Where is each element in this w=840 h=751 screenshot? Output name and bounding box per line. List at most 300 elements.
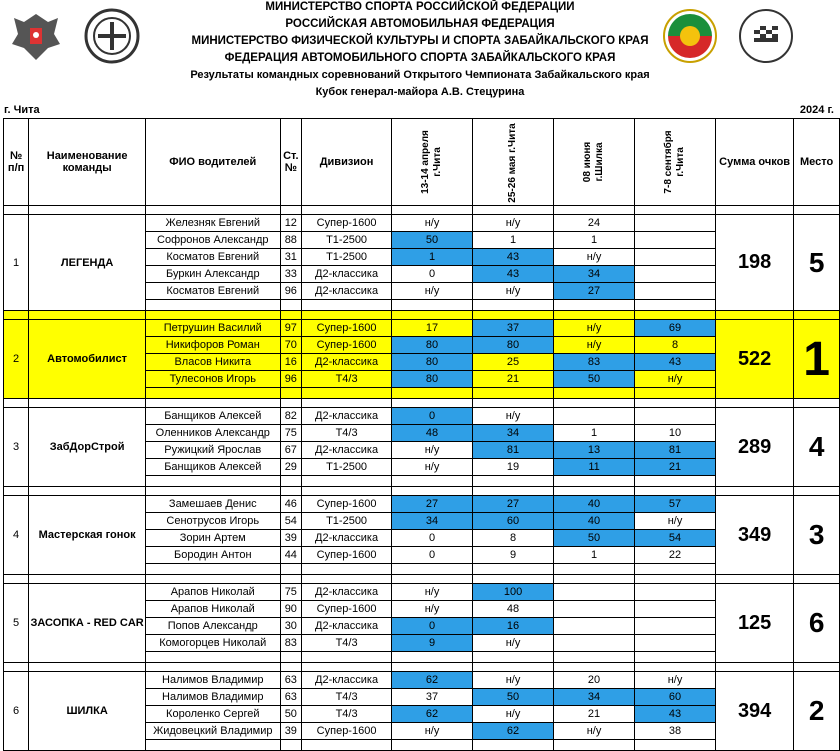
stage4-points: [635, 408, 716, 425]
stage2-points: 1: [473, 232, 554, 249]
driver-name: Жидовецкий Владимир: [146, 723, 281, 740]
spacer-cell: [473, 206, 554, 215]
spacer-cell: [716, 663, 794, 672]
team-number: 2: [4, 320, 29, 399]
header-line-1: МИНИСТЕРСТВО СПОРТА РОССИЙСКОЙ ФЕДЕРАЦИИ: [265, 1, 575, 13]
team-sum: 394: [716, 672, 794, 751]
spacer-cell: [473, 575, 554, 584]
stage1-points: н/у: [392, 584, 473, 601]
stage1-points: 0: [392, 530, 473, 547]
stage4-points: [635, 215, 716, 232]
empty-cell: [280, 300, 302, 311]
division: Супер-1600: [302, 601, 392, 618]
spacer-cell: [392, 575, 473, 584]
empty-cell: [392, 476, 473, 487]
stage1-points: 62: [392, 672, 473, 689]
stage2-points: 25: [473, 354, 554, 371]
team-number: 3: [4, 408, 29, 487]
stage1-points: н/у: [392, 215, 473, 232]
empty-cell: [554, 388, 635, 399]
empty-cell: [280, 388, 302, 399]
spacer-cell: [554, 399, 635, 408]
empty-cell: [635, 476, 716, 487]
stage1-points: н/у: [392, 601, 473, 618]
start-number: 16: [280, 354, 302, 371]
division: Т1-2500: [302, 232, 392, 249]
driver-name: Короленко Сергей: [146, 706, 281, 723]
col-sum-header: Сумма очков: [716, 119, 794, 206]
stage3-points: 1: [554, 425, 635, 442]
spacer-cell: [794, 399, 840, 408]
stage3-points: 40: [554, 513, 635, 530]
stage1-points: 48: [392, 425, 473, 442]
stage4-points: 38: [635, 723, 716, 740]
spacer-cell: [794, 663, 840, 672]
driver-name: Ружицкий Ярослав: [146, 442, 281, 459]
spacer-cell: [635, 399, 716, 408]
start-number: 44: [280, 547, 302, 564]
team-place: 1: [794, 320, 840, 399]
spacer-cell: [29, 311, 146, 320]
driver-name: Власов Никита: [146, 354, 281, 371]
empty-cell: [302, 740, 392, 751]
stage4-points: н/у: [635, 672, 716, 689]
spacer-cell: [29, 206, 146, 215]
spacer-cell: [280, 206, 302, 215]
driver-name: Сенотрусов Игорь: [146, 513, 281, 530]
stage3-points: 50: [554, 530, 635, 547]
group-spacer-row: [4, 311, 840, 320]
stage3-points: 40: [554, 496, 635, 513]
driver-name: Арапов Николай: [146, 584, 281, 601]
spacer-cell: [635, 663, 716, 672]
start-number: 54: [280, 513, 302, 530]
stage2-points: н/у: [473, 215, 554, 232]
stage3-points: 11: [554, 459, 635, 476]
empty-cell: [635, 300, 716, 311]
empty-cell: [392, 300, 473, 311]
start-number: 75: [280, 425, 302, 442]
stage2-points: 8: [473, 530, 554, 547]
header-line-5: Результаты командных соревнований Открытого Чемпионата Забайкальского края: [190, 69, 650, 81]
stage1-points: 0: [392, 618, 473, 635]
stage1-points: 62: [392, 706, 473, 723]
empty-cell: [554, 476, 635, 487]
stage2-points: н/у: [473, 408, 554, 425]
spacer-cell: [146, 487, 281, 496]
stage2-points: 16: [473, 618, 554, 635]
stage3-points: [554, 635, 635, 652]
spacer-cell: [146, 311, 281, 320]
team-name: ЗАСОПКА - RED CAR: [29, 584, 146, 663]
stage2-points: н/у: [473, 706, 554, 723]
driver-name: Косматов Евгений: [146, 283, 281, 300]
stage1-points: 80: [392, 337, 473, 354]
stage2-points: н/у: [473, 672, 554, 689]
spacer-cell: [302, 399, 392, 408]
driver-name: Комогорцев Николай: [146, 635, 281, 652]
table-header-row: [4, 119, 840, 206]
start-number: 97: [280, 320, 302, 337]
empty-cell: [392, 740, 473, 751]
empty-cell: [302, 652, 392, 663]
division: Д2-классика: [302, 672, 392, 689]
empty-cell: [146, 388, 281, 399]
empty-cell: [146, 652, 281, 663]
header-line-6: Кубок генерал-майора А.В. Стецурина: [315, 86, 525, 98]
col-stage3-header: 08 июня г.Шилка: [554, 119, 635, 206]
division: Супер-1600: [302, 337, 392, 354]
stage1-points: 9: [392, 635, 473, 652]
driver-row: [4, 320, 840, 337]
spacer-cell: [554, 206, 635, 215]
stage3-points: н/у: [554, 337, 635, 354]
spacer-cell: [146, 575, 281, 584]
driver-name: Петрушин Василий: [146, 320, 281, 337]
division: Т4/3: [302, 371, 392, 388]
spacer-cell: [635, 487, 716, 496]
spacer-cell: [554, 487, 635, 496]
stage2-points: 34: [473, 425, 554, 442]
stage2-points: 50: [473, 689, 554, 706]
driver-name: Банщиков Алексей: [146, 459, 281, 476]
division: Д2-классика: [302, 266, 392, 283]
stage4-points: 60: [635, 689, 716, 706]
stage4-points: 10: [635, 425, 716, 442]
stage2-points: 81: [473, 442, 554, 459]
stage4-points: 21: [635, 459, 716, 476]
stage1-points: 27: [392, 496, 473, 513]
spacer-cell: [29, 487, 146, 496]
stage3-points: 24: [554, 215, 635, 232]
start-number: 70: [280, 337, 302, 354]
team-sum: 522: [716, 320, 794, 399]
stage4-points: н/у: [635, 371, 716, 388]
spacer-cell: [554, 311, 635, 320]
driver-row: [4, 408, 840, 425]
spacer-cell: [716, 575, 794, 584]
team-name: Автомобилист: [29, 320, 146, 399]
team-number: 5: [4, 584, 29, 663]
spacer-cell: [794, 487, 840, 496]
spacer-cell: [302, 311, 392, 320]
stage4-points: 69: [635, 320, 716, 337]
stage2-points: 80: [473, 337, 554, 354]
empty-cell: [473, 740, 554, 751]
start-number: 30: [280, 618, 302, 635]
start-number: 96: [280, 283, 302, 300]
start-number: 67: [280, 442, 302, 459]
start-number: 50: [280, 706, 302, 723]
empty-cell: [473, 388, 554, 399]
team-place: 5: [794, 215, 840, 311]
team-sum: 289: [716, 408, 794, 487]
team-place: 6: [794, 584, 840, 663]
spacer-cell: [716, 487, 794, 496]
team-place: 3: [794, 496, 840, 575]
stage4-points: [635, 601, 716, 618]
spacer-cell: [794, 311, 840, 320]
stage4-points: [635, 232, 716, 249]
empty-cell: [302, 476, 392, 487]
stage1-points: 34: [392, 513, 473, 530]
stage1-points: 17: [392, 320, 473, 337]
empty-cell: [146, 564, 281, 575]
driver-row: [4, 584, 840, 601]
stage3-points: [554, 601, 635, 618]
empty-cell: [280, 564, 302, 575]
empty-cell: [302, 564, 392, 575]
start-number: 63: [280, 689, 302, 706]
stage3-points: н/у: [554, 320, 635, 337]
empty-cell: [635, 388, 716, 399]
team-name: ЗабДорСтрой: [29, 408, 146, 487]
driver-name: Замешаев Денис: [146, 496, 281, 513]
team-name: ЛЕГЕНДА: [29, 215, 146, 311]
stage1-points: 0: [392, 408, 473, 425]
stage2-points: 43: [473, 266, 554, 283]
header-line-3: МИНИСТЕРСТВО ФИЗИЧЕСКОЙ КУЛЬТУРЫ И СПОРТА ЗАБАЙКАЛЬСКОГО КРАЯ: [191, 35, 649, 47]
stage3-points: 1: [554, 232, 635, 249]
stage4-points: [635, 266, 716, 283]
stage1-points: н/у: [392, 442, 473, 459]
empty-cell: [392, 564, 473, 575]
start-number: 83: [280, 635, 302, 652]
col-num-header: № п/п: [4, 119, 29, 206]
spacer-cell: [4, 663, 29, 672]
spacer-cell: [302, 663, 392, 672]
start-number: 63: [280, 672, 302, 689]
stage2-points: н/у: [473, 635, 554, 652]
col-team-header: Наименование команды: [29, 119, 146, 206]
col-stage2-header: 25-26 мая г.Чита: [473, 119, 554, 206]
spacer-cell: [29, 399, 146, 408]
spacer-cell: [302, 206, 392, 215]
spacer-cell: [635, 311, 716, 320]
stage2-points: 48: [473, 601, 554, 618]
start-number: 33: [280, 266, 302, 283]
driver-name: Арапов Николай: [146, 601, 281, 618]
stage3-points: 20: [554, 672, 635, 689]
empty-cell: [473, 652, 554, 663]
stage2-points: 37: [473, 320, 554, 337]
spacer-cell: [473, 399, 554, 408]
spacer-cell: [554, 575, 635, 584]
year-label: 2024 г.: [799, 104, 834, 116]
empty-cell: [554, 652, 635, 663]
group-spacer-row: [4, 487, 840, 496]
empty-cell: [302, 388, 392, 399]
stage4-points: [635, 584, 716, 601]
spacer-cell: [302, 575, 392, 584]
spacer-cell: [392, 663, 473, 672]
stage1-points: н/у: [392, 723, 473, 740]
city-label: г. Чита: [4, 104, 40, 116]
spacer-cell: [146, 206, 281, 215]
start-number: 39: [280, 530, 302, 547]
start-number: 12: [280, 215, 302, 232]
division: Т4/3: [302, 425, 392, 442]
start-number: 29: [280, 459, 302, 476]
driver-name: Налимов Владимир: [146, 672, 281, 689]
stage4-points: [635, 249, 716, 266]
empty-cell: [554, 564, 635, 575]
stage1-points: 80: [392, 354, 473, 371]
division: Д2-классика: [302, 283, 392, 300]
spacer-cell: [4, 487, 29, 496]
stage4-points: [635, 283, 716, 300]
driver-row: [4, 496, 840, 513]
results-table: [3, 118, 840, 751]
driver-name: Банщиков Алексей: [146, 408, 281, 425]
driver-name: Железняк Евгений: [146, 215, 281, 232]
stage3-points: 83: [554, 354, 635, 371]
spacer-cell: [280, 399, 302, 408]
stage3-points: [554, 618, 635, 635]
stage2-points: 60: [473, 513, 554, 530]
empty-cell: [280, 652, 302, 663]
spacer-cell: [4, 399, 29, 408]
stage1-points: 80: [392, 371, 473, 388]
stage1-points: 1: [392, 249, 473, 266]
header-line-4: ФЕДЕРАЦИЯ АВТОМОБИЛЬНОГО СПОРТА ЗАБАЙКАЛЬСКОГО КРАЯ: [224, 52, 616, 64]
stage3-points: н/у: [554, 723, 635, 740]
spacer-cell: [716, 206, 794, 215]
col-driver-header: ФИО водителей: [146, 119, 281, 206]
spacer-cell: [146, 399, 281, 408]
start-number: 75: [280, 584, 302, 601]
division: Д2-классика: [302, 584, 392, 601]
col-start-header: Ст. №: [280, 119, 302, 206]
spacer-cell: [392, 399, 473, 408]
spacer-cell: [554, 663, 635, 672]
driver-name: Попов Александр: [146, 618, 281, 635]
division: Супер-1600: [302, 215, 392, 232]
empty-cell: [280, 476, 302, 487]
team-number: 1: [4, 215, 29, 311]
team-number: 6: [4, 672, 29, 751]
start-number: 88: [280, 232, 302, 249]
driver-name: Софронов Александр: [146, 232, 281, 249]
driver-name: Тулесонов Игорь: [146, 371, 281, 388]
group-spacer-row: [4, 206, 840, 215]
spacer-cell: [716, 399, 794, 408]
division: Т1-2500: [302, 249, 392, 266]
group-spacer-row: [4, 399, 840, 408]
empty-cell: [554, 300, 635, 311]
division: Супер-1600: [302, 496, 392, 513]
driver-name: Никифоров Роман: [146, 337, 281, 354]
spacer-cell: [280, 487, 302, 496]
stage3-points: [554, 408, 635, 425]
stage2-points: 19: [473, 459, 554, 476]
stage2-points: 9: [473, 547, 554, 564]
empty-cell: [146, 740, 281, 751]
division: Супер-1600: [302, 320, 392, 337]
division: Д2-классика: [302, 442, 392, 459]
col-stage1-header: 13-14 апреля г.Чита: [392, 119, 473, 206]
division: Т1-2500: [302, 459, 392, 476]
empty-cell: [473, 476, 554, 487]
team-name: Мастерская гонок: [29, 496, 146, 575]
stage4-points: 43: [635, 354, 716, 371]
spacer-cell: [29, 575, 146, 584]
spacer-cell: [392, 311, 473, 320]
stage3-points: 34: [554, 689, 635, 706]
group-spacer-row: [4, 663, 840, 672]
driver-row: [4, 215, 840, 232]
empty-cell: [392, 388, 473, 399]
empty-cell: [146, 476, 281, 487]
stage1-points: 0: [392, 547, 473, 564]
division: Т1-2500: [302, 513, 392, 530]
stage2-points: 62: [473, 723, 554, 740]
spacer-cell: [280, 575, 302, 584]
division: Т4/3: [302, 635, 392, 652]
stage4-points: н/у: [635, 513, 716, 530]
spacer-cell: [302, 487, 392, 496]
stage4-points: 8: [635, 337, 716, 354]
stage4-points: [635, 618, 716, 635]
spacer-cell: [146, 663, 281, 672]
division: Супер-1600: [302, 547, 392, 564]
team-sum: 349: [716, 496, 794, 575]
stage1-points: 50: [392, 232, 473, 249]
start-number: 82: [280, 408, 302, 425]
division: Д2-классика: [302, 618, 392, 635]
results-body: [4, 206, 840, 751]
stage3-points: 50: [554, 371, 635, 388]
driver-name: Бородин Антон: [146, 547, 281, 564]
col-division-header: Дивизион: [302, 119, 392, 206]
start-number: 90: [280, 601, 302, 618]
team-sum: 125: [716, 584, 794, 663]
division: Т4/3: [302, 689, 392, 706]
empty-cell: [146, 300, 281, 311]
empty-cell: [302, 300, 392, 311]
spacer-cell: [635, 575, 716, 584]
driver-name: Оленников Александр: [146, 425, 281, 442]
spacer-cell: [4, 575, 29, 584]
spacer-cell: [29, 663, 146, 672]
driver-row: [4, 672, 840, 689]
spacer-cell: [280, 663, 302, 672]
team-sum: 198: [716, 215, 794, 311]
stage4-points: [635, 635, 716, 652]
spacer-cell: [473, 663, 554, 672]
spacer-cell: [473, 487, 554, 496]
empty-cell: [473, 564, 554, 575]
document-header: [0, 0, 840, 102]
stage4-points: 54: [635, 530, 716, 547]
empty-cell: [635, 652, 716, 663]
spacer-cell: [716, 311, 794, 320]
stage4-points: 81: [635, 442, 716, 459]
spacer-cell: [794, 206, 840, 215]
division: Д2-классика: [302, 354, 392, 371]
stage2-points: 27: [473, 496, 554, 513]
spacer-cell: [473, 311, 554, 320]
start-number: 96: [280, 371, 302, 388]
empty-cell: [554, 740, 635, 751]
spacer-cell: [4, 311, 29, 320]
stage1-points: н/у: [392, 459, 473, 476]
stage4-points: 22: [635, 547, 716, 564]
driver-name: Зорин Артем: [146, 530, 281, 547]
stage2-points: н/у: [473, 283, 554, 300]
stage2-points: 21: [473, 371, 554, 388]
driver-name: Косматов Евгений: [146, 249, 281, 266]
